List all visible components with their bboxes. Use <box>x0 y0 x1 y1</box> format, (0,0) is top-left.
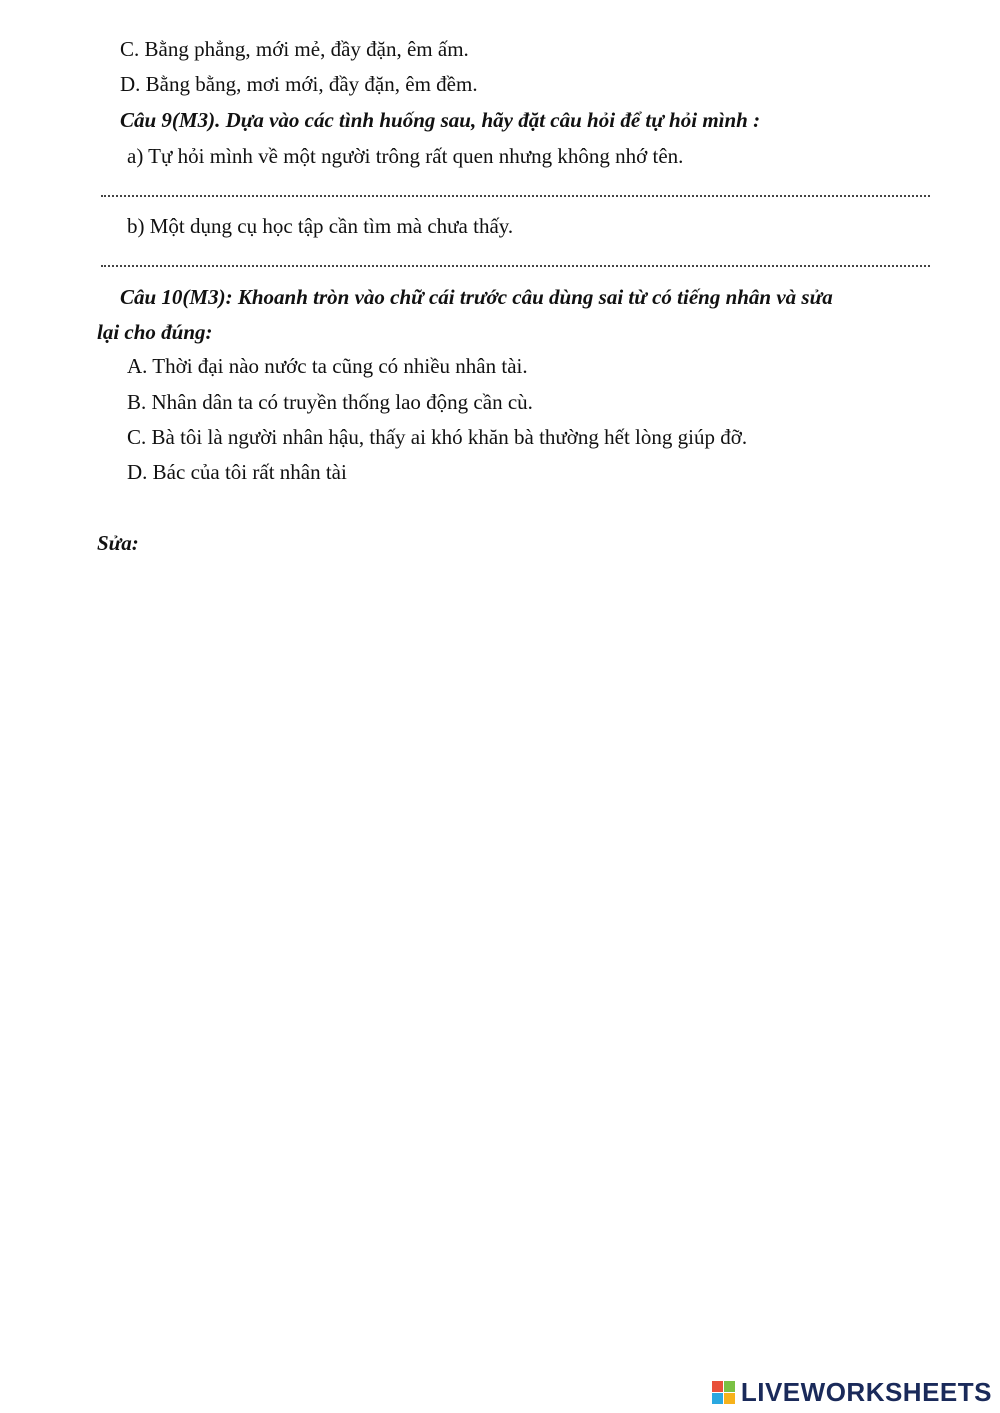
liveworksheets-logo-icon <box>712 1381 735 1404</box>
q9-answer-line-b[interactable] <box>101 265 930 267</box>
q9-item-b: b) Một dụng cụ học tập cần tìm mà chưa thấy. <box>127 214 514 238</box>
q9-answer-line-a[interactable] <box>101 195 930 197</box>
q10-option-c[interactable]: C. Bà tôi là người nhân hậu, thấy ai khó khăn bà thường hết lòng giúp đỡ. <box>127 425 748 449</box>
q9-title: Câu 9(M3). Dựa vào các tình huống sau, hãy đặt câu hỏi để tự hỏi mình : <box>120 108 761 132</box>
q10-option-d[interactable]: D. Bác của tôi rất nhân tài <box>127 460 347 484</box>
q10-title-line2: lại cho đúng: <box>97 320 213 344</box>
q8-option-d: D. Bằng bằng, mơi mới, đầy đặn, êm đềm. <box>120 72 478 96</box>
q10-title-line1: Câu 10(M3): Khoanh tròn vào chữ cái trước câu dùng sai từ có tiếng nhân và sửa <box>120 285 833 309</box>
q8-option-c: C. Bằng phẳng, mới mẻ, đầy đặn, êm ấm. <box>120 37 469 61</box>
brand-name: LIVEWORKSHEETS <box>740 1376 992 1407</box>
footer-brand <box>712 1377 992 1407</box>
q10-fix-label: Sửa: <box>97 531 139 555</box>
q9-item-a: a) Tự hỏi mình về một người trông rất quen nhưng không nhớ tên. <box>127 144 684 168</box>
q10-option-a[interactable]: A. Thời đại nào nước ta cũng có nhiều nhân tài. <box>127 354 528 378</box>
q10-option-b[interactable]: B. Nhân dân ta có truyền thống lao động cần cù. <box>127 390 533 414</box>
